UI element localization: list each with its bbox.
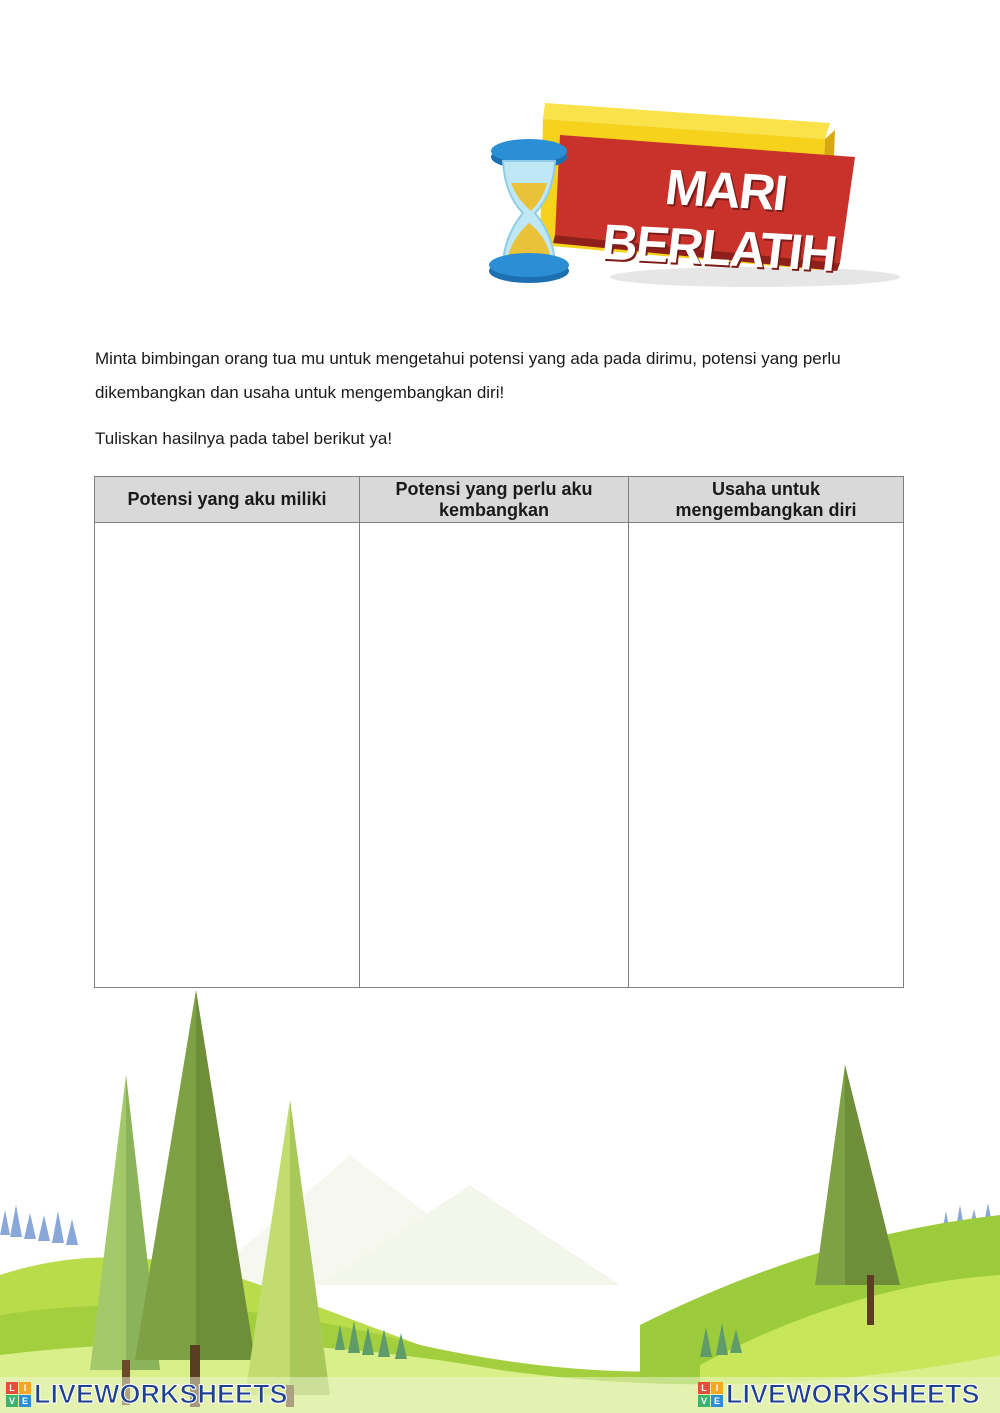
logo-letter: I	[711, 1382, 723, 1394]
brand-wordmark: LIVEWORKSHEETS	[726, 1378, 980, 1409]
logo-letter: V	[698, 1395, 710, 1407]
column-header-potensi-dimiliki: Potensi yang aku miliki	[95, 477, 360, 523]
instruction-paragraph: Minta bimbingan orang tua mu untuk mengetahui potensi yang ada pada dirimu, potensi yang perlu dikembangkan dan usaha untuk mengembangkan diri!	[95, 349, 841, 402]
answer-cell-potensi-dikembangkan[interactable]	[360, 523, 629, 988]
table-row	[95, 523, 904, 988]
logo-letter: L	[6, 1382, 18, 1394]
mari-berlatih-banner	[485, 95, 905, 290]
answer-cell-usaha-mengembangkan[interactable]	[629, 523, 904, 988]
liveworksheets-brand-right	[698, 1379, 980, 1409]
liveworksheets-logo-icon	[698, 1382, 723, 1407]
column-header-usaha-mengembangkan: Usaha untuk mengembangkan diri	[629, 477, 904, 523]
answer-cell-potensi-dimiliki[interactable]	[95, 523, 360, 988]
column-header-potensi-dikembangkan: Potensi yang perlu aku kembangkan	[360, 477, 629, 523]
logo-letter: E	[19, 1395, 31, 1407]
worksheet-table	[94, 476, 904, 988]
instructions	[95, 342, 915, 456]
logo-letter: E	[711, 1395, 723, 1407]
table-header-row	[95, 477, 904, 523]
logo-letter: I	[19, 1382, 31, 1394]
landscape-illustration	[0, 985, 1000, 1413]
instruction-paragraph-2: Tuliskan hasilnya pada tabel berikut ya!	[95, 429, 393, 448]
logo-letter: V	[6, 1395, 18, 1407]
logo-letter: L	[698, 1382, 710, 1394]
brand-wordmark: LIVEWORKSHEETS	[34, 1378, 288, 1409]
liveworksheets-brand	[6, 1379, 288, 1409]
banner-title: MARI BERLATIH	[598, 159, 839, 282]
liveworksheets-logo-icon	[6, 1382, 31, 1407]
